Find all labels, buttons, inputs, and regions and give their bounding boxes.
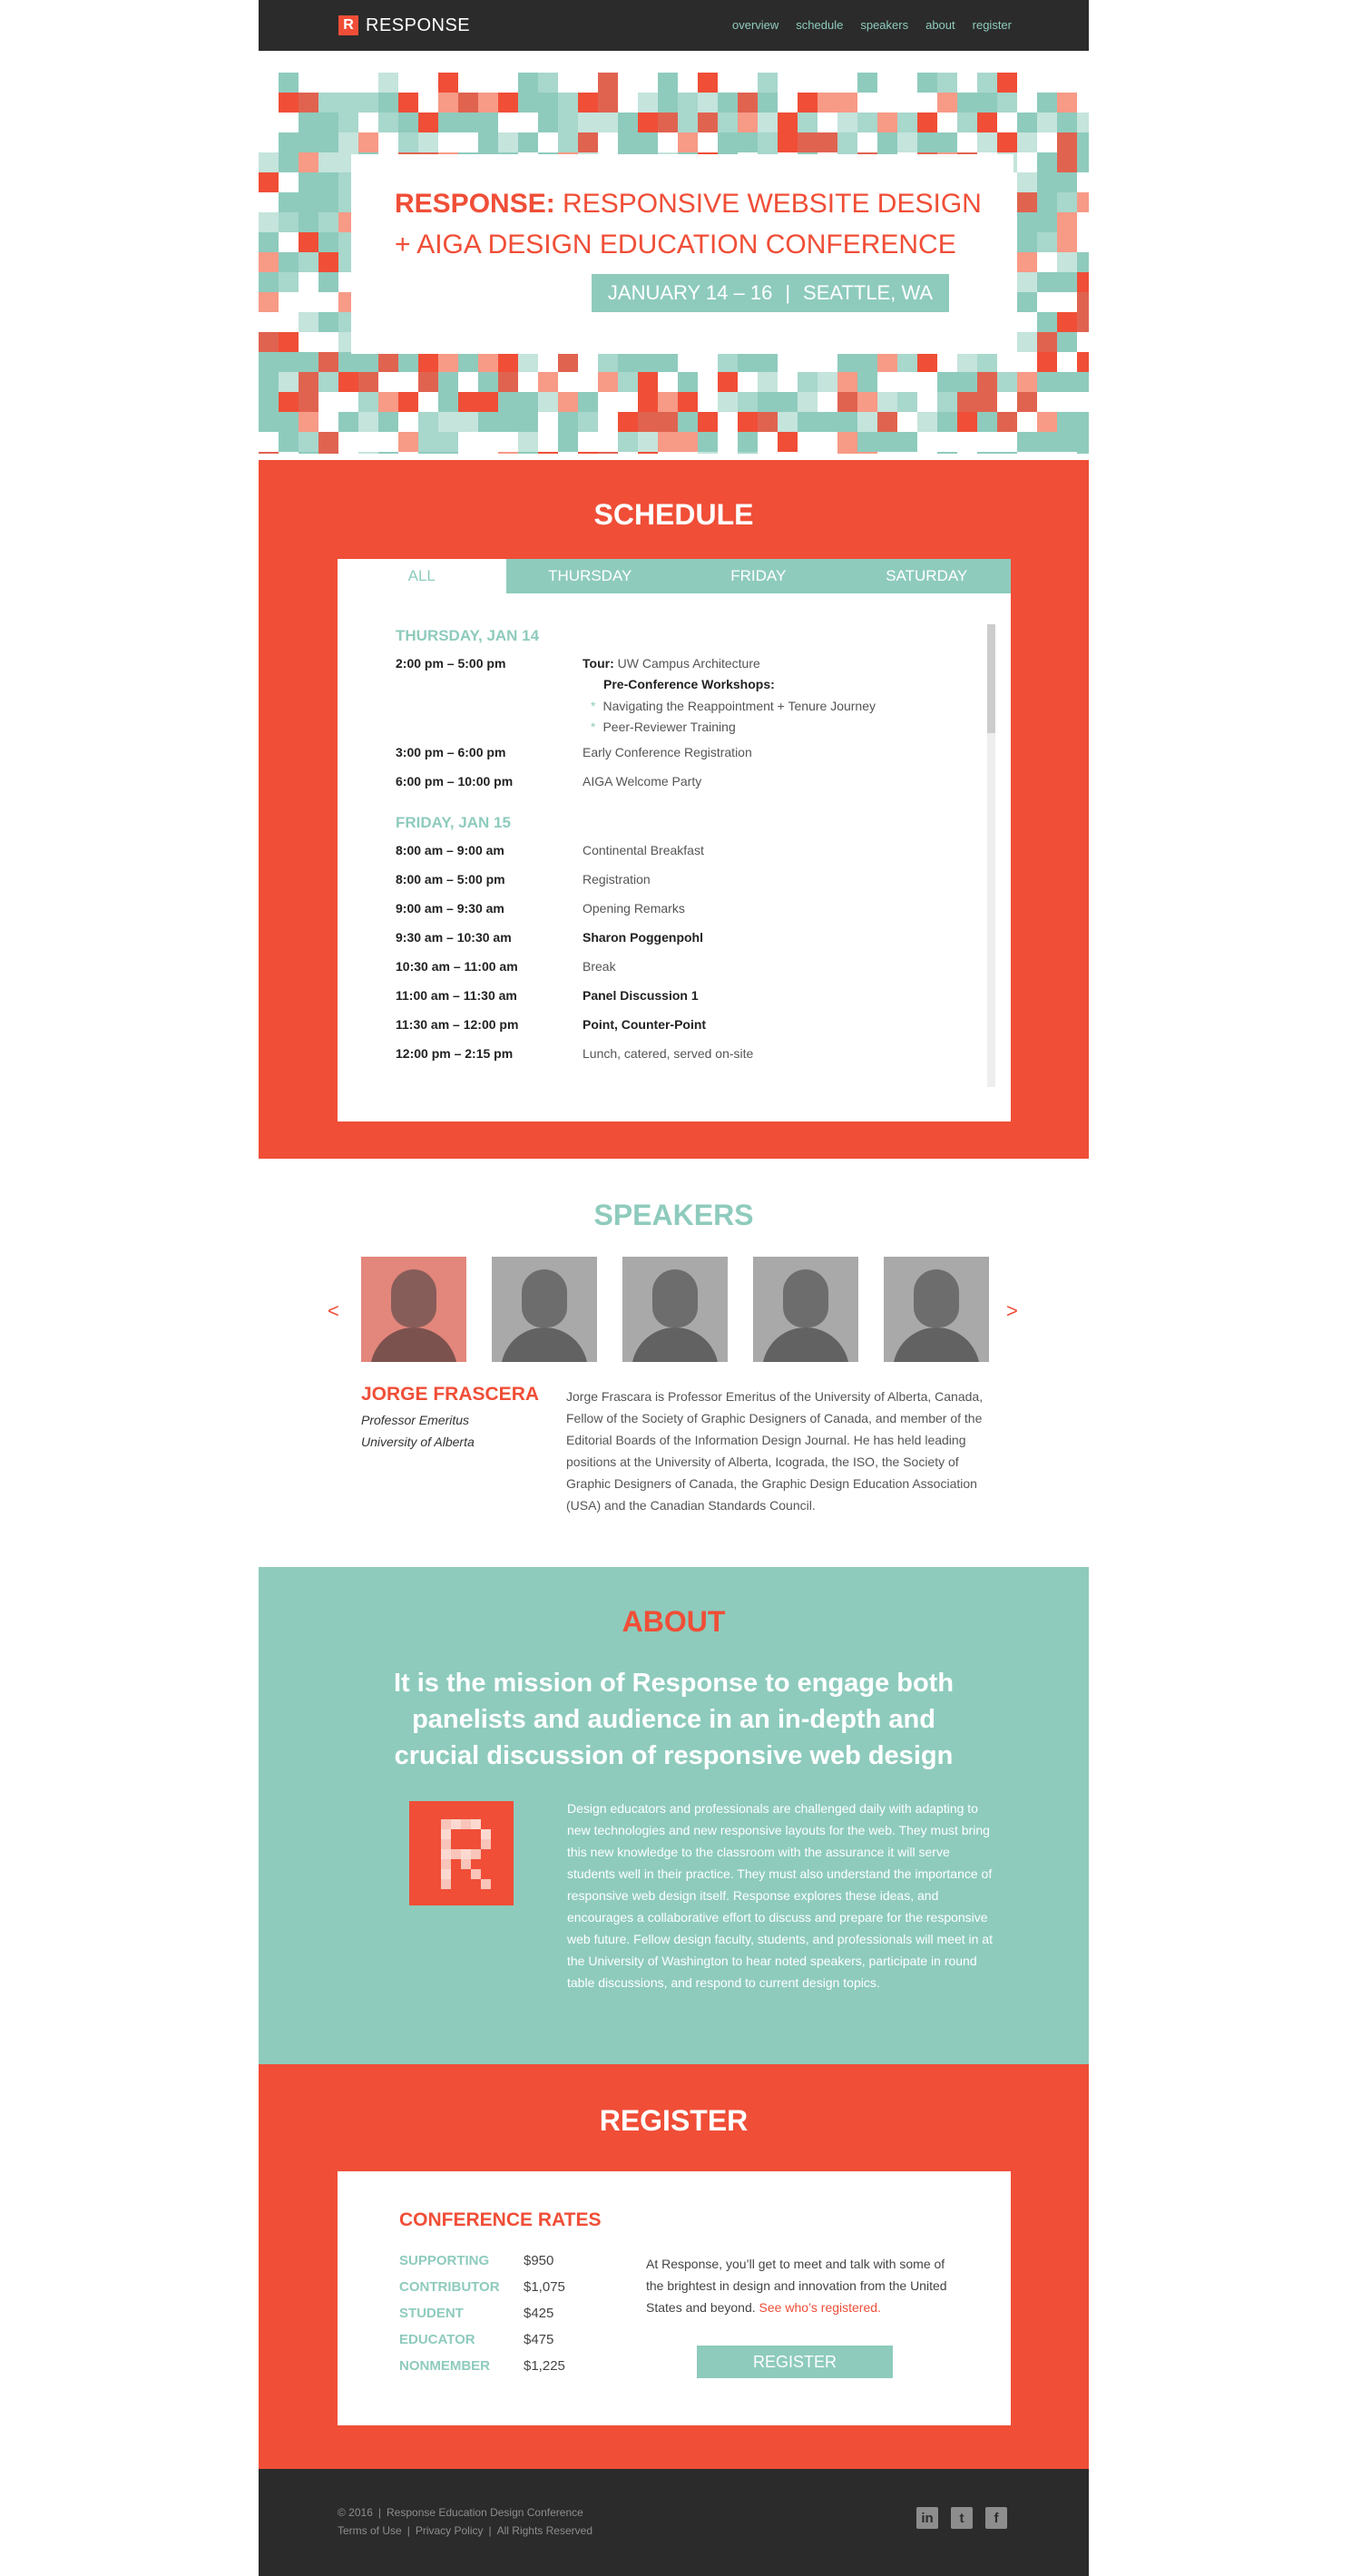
speaker-photo[interactable]: [884, 1257, 989, 1362]
speaker-photo[interactable]: [753, 1257, 858, 1362]
schedule-list: [396, 626, 976, 1074]
nav-link-about[interactable]: about: [925, 18, 955, 32]
terms-link[interactable]: Terms of Use: [338, 2524, 402, 2537]
nav-links: [732, 18, 1012, 32]
event-name: Sharon Poggenpohl: [583, 930, 703, 945]
schedule-title: SCHEDULE: [593, 498, 754, 531]
workshop-item: * Peer-Reviewer Training: [583, 720, 976, 740]
rate-price: $475: [524, 2332, 554, 2347]
schedule-row: [396, 744, 976, 773]
footer-text: [338, 2503, 592, 2540]
schedule-time: 10:30 am – 11:00 am: [396, 959, 518, 974]
footer-separator: |: [377, 2506, 381, 2519]
schedule-row: [396, 1016, 976, 1045]
tab-saturday[interactable]: SATURDAY: [843, 559, 1012, 593]
speaker-photo[interactable]: [492, 1257, 597, 1362]
rate-row: [399, 2279, 565, 2306]
register-card: [338, 2171, 1011, 2425]
event-prefix: Tour:: [583, 656, 614, 671]
rate-name: NONMEMBER: [399, 2358, 490, 2374]
rights-text: All Rights Reserved: [496, 2524, 592, 2537]
footer-org: Response Education Design Conference: [387, 2506, 583, 2519]
tab-thursday[interactable]: THURSDAY: [506, 559, 675, 593]
footer-separator: |: [406, 2524, 410, 2537]
rate-price: $950: [524, 2253, 554, 2268]
about-text: Design educators and professionals are challenged daily with adapting to new technologies and new responsive layouts for the web. They must bring this new knowledge to the classroom with the assurance it will serve students well in their practice. They must also understand the importance of responsive web design itself. Response explores these ideas, and encourages a collaborative effort to discuss and prepare for the responsive web future. Fellow design faculty, students, and professionals will meet in at the University of Washington to hear noted speakers, participate in round table discussions, and respond to current design topics.: [567, 1801, 993, 1990]
workshop-list: [583, 677, 976, 740]
schedule-row: [396, 842, 976, 871]
schedule-row: [396, 655, 976, 677]
schedule-event: [583, 987, 699, 1016]
logo-mark: R: [338, 15, 358, 35]
rates-table: [399, 2253, 565, 2385]
response-logo-icon: [409, 1801, 514, 1905]
footer-separator: |: [488, 2524, 492, 2537]
speaker-role: [361, 1409, 475, 1453]
schedule-row: [396, 929, 976, 958]
schedule-time: 6:00 pm – 10:00 pm: [396, 774, 514, 788]
rate-price: $1,075: [524, 2279, 565, 2295]
speaker-photo[interactable]: [361, 1257, 466, 1362]
rates-title: CONFERENCE RATES: [399, 2209, 602, 2230]
speakers-title: SPEAKERS: [593, 1199, 754, 1231]
schedule-time: 9:30 am – 10:30 am: [396, 930, 512, 945]
page: [259, 0, 1089, 2576]
about-section: [259, 1567, 1089, 2064]
rate-row: [399, 2253, 565, 2279]
day-heading: FRIDAY, JAN 15: [396, 814, 511, 831]
speakers-section: [259, 1159, 1089, 1567]
speaker-title: Professor Emeritus: [361, 1413, 470, 1427]
hero-title: [395, 183, 984, 265]
event-name: Panel Discussion 1: [583, 988, 699, 1003]
hero-location: SEATTLE, WA: [803, 281, 934, 304]
schedule-tabs: [338, 559, 1011, 593]
schedule-time: 3:00 pm – 6:00 pm: [396, 745, 506, 759]
speakers-next-arrow[interactable]: >: [1006, 1299, 1018, 1322]
facebook-icon[interactable]: f: [985, 2507, 1007, 2529]
schedule-event: Opening Remarks: [583, 901, 685, 916]
schedule-time: 8:00 am – 5:00 pm: [396, 872, 505, 886]
schedule-event: Early Conference Registration: [583, 745, 752, 759]
schedule-scrollbar-thumb[interactable]: [987, 624, 995, 733]
twitter-icon[interactable]: t: [951, 2507, 973, 2529]
speaker-affiliation: University of Alberta: [361, 1435, 475, 1449]
nav-link-overview[interactable]: overview: [732, 18, 779, 32]
schedule-event: AIGA Welcome Party: [583, 774, 702, 788]
rate-price: $1,225: [524, 2358, 565, 2374]
logo[interactable]: [338, 15, 470, 35]
schedule-event: Lunch, catered, served on-site: [583, 1046, 754, 1061]
schedule-row: [396, 900, 976, 929]
speaker-photo-row: [361, 1257, 989, 1362]
schedule-row: [396, 958, 976, 987]
speaker-bio: Jorge Frascara is Professor Emeritus of the University of Alberta, Canada, Fellow of the Society of Graphic Designers of Canada, and member of the Editorial Boards of the Information Design Journal. He has held leading positions at the University of Alberta, Icograda, the ISO, the Society of Graphic Designers of Canada, the Graphic Design Education Association (USA) and the Canadian Standards Council.: [566, 1389, 984, 1513]
rate-row: [399, 2358, 565, 2385]
schedule-time: 8:00 am – 9:00 am: [396, 843, 504, 857]
top-nav: [259, 0, 1089, 51]
hero-divider: |: [785, 281, 791, 304]
rate-price: $425: [524, 2306, 554, 2321]
hero-date: JANUARY 14 – 16: [607, 281, 773, 304]
hero-banner: [259, 73, 1089, 454]
hero-title-strong: RESPONSE:: [395, 189, 555, 219]
register-text: [646, 2253, 964, 2318]
hero-title-line2: + AIGA DESIGN EDUCATION CONFERENCE: [395, 230, 956, 260]
event-name: Point, Counter-Point: [583, 1017, 707, 1032]
day-heading: THURSDAY, JAN 14: [396, 627, 540, 644]
workshop-heading: Pre-Conference Workshops:: [603, 677, 775, 691]
workshop-item: * Navigating the Reappointment + Tenure Journey: [583, 699, 976, 720]
tab-all[interactable]: ALL: [338, 559, 506, 593]
schedule-time: 9:00 am – 9:30 am: [396, 901, 504, 916]
schedule-event: Registration: [583, 872, 651, 886]
register-section: [259, 2064, 1089, 2469]
schedule-row: [396, 773, 976, 813]
hero-title-rest: RESPONSIVE WEBSITE DESIGN: [554, 189, 982, 219]
schedule-section: [259, 460, 1089, 1159]
speakers-prev-arrow[interactable]: <: [328, 1299, 339, 1322]
registered-link[interactable]: See who’s registered.: [759, 2300, 881, 2315]
linkedin-icon[interactable]: in: [916, 2507, 938, 2529]
schedule-time: 11:00 am – 11:30 am: [396, 988, 517, 1003]
rate-name: SUPPORTING: [399, 2253, 490, 2268]
logo-text: RESPONSE: [366, 15, 471, 35]
schedule-event: [583, 929, 703, 958]
rate-name: EDUCATOR: [399, 2332, 475, 2347]
register-title: REGISTER: [599, 2104, 749, 2137]
register-button[interactable]: REGISTER: [697, 2346, 893, 2378]
schedule-row: [396, 871, 976, 900]
rate-row: [399, 2332, 565, 2358]
schedule-row: [396, 987, 976, 1016]
rate-row: [399, 2306, 565, 2332]
speaker-photo[interactable]: [622, 1257, 728, 1362]
about-title: ABOUT: [622, 1605, 726, 1638]
hero-date-banner: [592, 274, 949, 312]
tab-friday[interactable]: FRIDAY: [674, 559, 843, 593]
rate-name: CONTRIBUTOR: [399, 2279, 500, 2295]
social-links: [916, 2507, 1007, 2529]
privacy-link[interactable]: Privacy Policy: [415, 2524, 484, 2537]
schedule-time: 2:00 pm – 5:00 pm: [396, 656, 506, 671]
nav-link-schedule[interactable]: schedule: [796, 18, 844, 32]
rate-name: STUDENT: [399, 2306, 464, 2321]
schedule-row: [396, 1045, 976, 1074]
schedule-card: [338, 559, 1011, 1121]
footer: [259, 2469, 1089, 2576]
event-name: UW Campus Architecture: [613, 656, 760, 671]
mission-statement: It is the mission of Response to engage both panelists and audience in an in-depth and crucial discussion of responsive web design: [393, 1669, 955, 1770]
schedule-time: 12:00 pm – 2:15 pm: [396, 1046, 514, 1061]
schedule-event: [583, 655, 760, 677]
schedule-event: Continental Breakfast: [583, 843, 704, 857]
schedule-event: Break: [583, 959, 616, 974]
schedule-event: [583, 1016, 706, 1045]
schedule-time: 11:30 am – 12:00 pm: [396, 1017, 519, 1032]
speaker-name: JORGE FRASCERA: [361, 1384, 540, 1405]
copyright: © 2016: [338, 2506, 373, 2519]
register-description: At Response, you’ll get to meet and talk with some of the brightest in design and innovation from the United States and beyond.: [646, 2257, 947, 2315]
nav-link-speakers[interactable]: speakers: [860, 18, 909, 32]
nav-link-register[interactable]: register: [972, 18, 1012, 32]
